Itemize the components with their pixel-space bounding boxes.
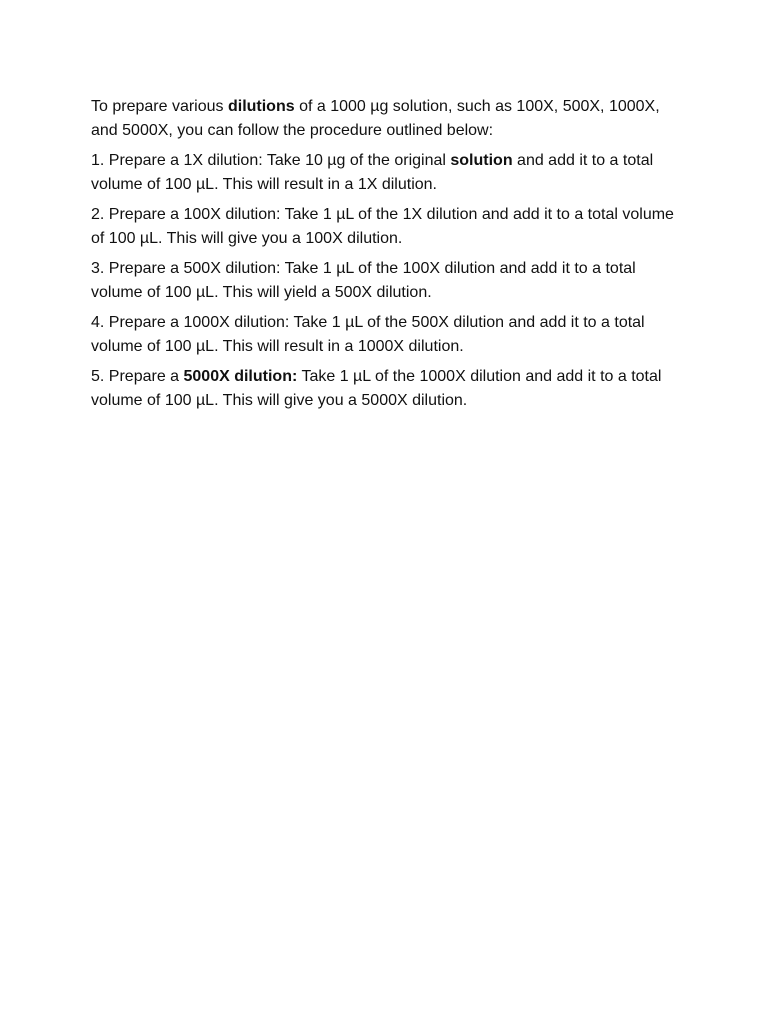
document-body — [91, 95, 681, 419]
step-4-paragraph: 4. Prepare a 1000X dilution: Take 1 µL of the 500X dilution and add it to a total volume of 100 µL. This will result in a 1000X dilution. — [91, 314, 645, 355]
step-5-text-start: 5. Prepare a — [91, 368, 184, 385]
step-5-paragraph — [91, 365, 681, 412]
step-5-bold-term: 5000X dilution: — [183, 368, 298, 385]
step-1-text-start: 1. Prepare a 1X dilution: Take 10 µg of the original — [91, 152, 451, 169]
intro-paragraph — [91, 95, 681, 142]
step-1-text-end: and add it to a total volume of 100 µL. This will result in a 1X dilution. — [91, 152, 654, 193]
step-2-paragraph: 2. Prepare a 100X dilution: Take 1 µL of the 1X dilution and add it to a total volume of 100 µL. This will give you a 100X dilution. — [91, 206, 674, 247]
step-5-text-end: Take 1 µL of the 1000X dilution and add it to a total volume of 100 µL. This will give you a 5000X dilution. — [91, 368, 662, 409]
step-1-bold-term: solution — [450, 152, 513, 169]
intro-bold-term: dilutions — [227, 98, 295, 115]
intro-text-start: To prepare various — [91, 98, 228, 115]
step-1-paragraph — [91, 149, 681, 196]
step-3-paragraph: 3. Prepare a 500X dilution: Take 1 µL of the 100X dilution and add it to a total volume of 100 µL. This will yield a 500X dilution. — [91, 260, 636, 301]
intro-text-end: of a 1000 µg solution, such as 100X, 500X, 1000X, and 5000X, you can follow the procedure outlined below: — [91, 98, 660, 139]
